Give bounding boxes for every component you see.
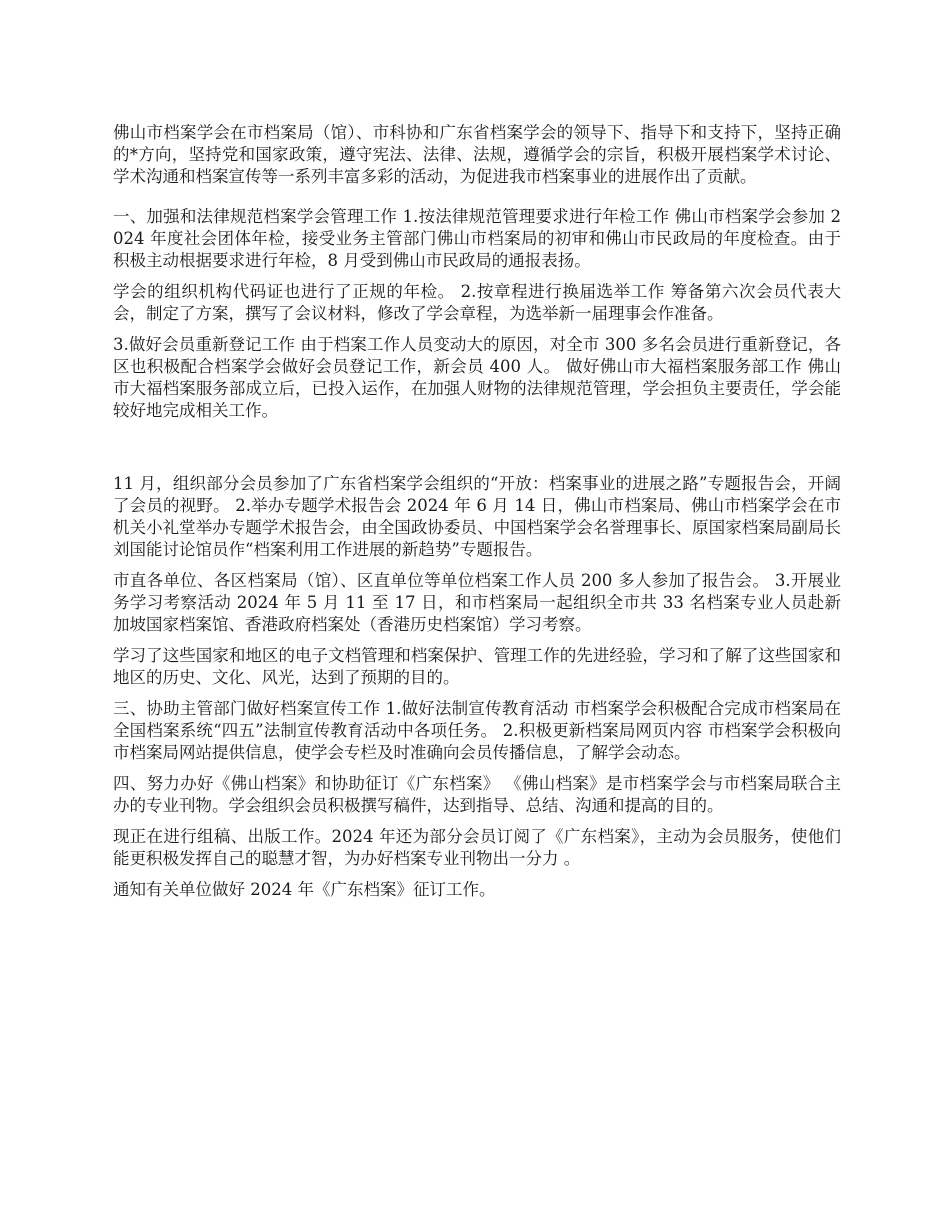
paragraph-academic-report: 11 月，组织部分会员参加了广东省档案学会组织的“开放：档案事业的进展之路”专题报告会，开阔了会员的视野。 2.举办专题学术报告会 2024 年 6 月 14 日，佛山市档案局、佛山市档案学会在市机关小礼堂举办专题学术报告会，由全国政协委员、中国档案学会名誉理事长、原国家档案局副局长刘国能讨论馆员作“档案利用工作进展的新趋势”专题报告。 [113,474,841,559]
paragraph-annual-inspection: 学会的组织机构代码证也进行了正规的年检。 2.按章程进行换届选举工作 筹备第六次会员代表大会，制定了方案，撰写了会议材料，修改了学会章程，为选举新一届理事会作准备。 [113,282,841,323]
paragraph-section-three: 三、协助主管部门做好档案宣传工作 1.做好法制宣传教育活动 市档案学会积极配合完成市档案局在全国档案系统“四五”法制宣传教育活动中各项任务。 2.积极更新档案局网页内容 市档案学会积极向市档案局网站提供信息，使学会专栏及时准确向会员传播信息，了解学会动态。 [113,699,841,762]
paragraph-subscription-notice: 通知有关单位做好 2024 年《广东档案》征订工作。 [113,880,496,899]
paragraph-study-visit: 市直各单位、各区档案局（馆）、区直单位等单位档案工作人员 200 多人参加了报告会。 3.开展业务学习考察活动 2024 年 5 月 11 至 17 日，和市档案局一起组织全市共 33 名档案专业人员赴新加坡国家档案馆、香港政府档案处（香港历史档案馆）学习考察。 [113,571,841,634]
paragraph-intro: 佛山市档案学会在市档案局（馆）、市科协和广东省档案学会的领导下、指导下和支持下，坚持正确的*方向，坚持党和国家政策，遵守宪法、法律、法规，遵循学会的宗旨，积极开展档案学术讨论、学术沟通和档案宣传等一系列丰富多彩的活动，为促进我市档案事业的进展作出了贡献。 [113,123,841,186]
paragraph-section-four: 四、努力办好《佛山档案》和协助征订《广东档案》 《佛山档案》是市档案学会与市档案局联合主办的专业刊物。学会组织会员积极撰写稿件，达到指导、总结、沟通和提高的目的。 [113,774,841,815]
document-body [113,122,841,901]
paragraph-section-one: 一、加强和法律规范档案学会管理工作 1.按法律规范管理要求进行年检工作 佛山市档案学会参加 2024 年度社会团体年检，接受业务主管部门佛山市档案局的初审和佛山市民政局的年度检查。由于积极主动根据要求进行年检，8 月受到佛山市民政局的通报表扬。 [113,207,841,270]
paragraph-study-outcome: 学习了这些国家和地区的电子文档管理和档案保护、管理工作的先进经验，学习和了解了这些国家和地区的历史、文化、风光，达到了预期的目的。 [113,646,841,687]
paragraph-publishing: 现正在进行组稿、出版工作。2024 年还为部分会员订阅了《广东档案》，主动为会员服务，使他们能更积极发挥自己的聪慧才智，为办好档案专业刊物出一分力 。 [113,827,841,868]
paragraph-member-registration: 3.做好会员重新登记工作 由于档案工作人员变动大的原因，对全市 300 多名会员进行重新登记，各区也积极配合档案学会做好会员登记工作，新会员 400 人。 做好佛山市大福档案服务部工作 佛山市大福档案服务部成立后，已投入运作，在加强人财物的法律规范管理，学会担负主要责任，学会能较好地完成相关工作。 [113,335,841,420]
